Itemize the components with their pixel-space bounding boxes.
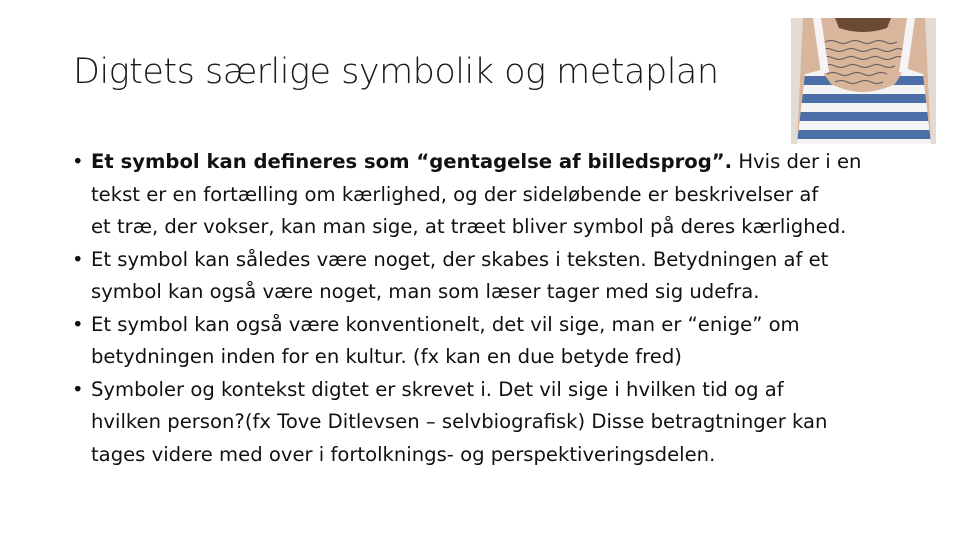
- bullet-3-line-1: Et symbol kan også være konventionelt, det vil sige, man er “enige” om: [91, 312, 800, 336]
- bullet-4-line-1: Symboler og kontekst digtet er skrevet i. Det vil sige i hvilken tid og af: [91, 377, 784, 401]
- bullet-dot-icon: •: [72, 312, 84, 336]
- bullet-item-1: [72, 146, 892, 244]
- bullet-3-line-2: betydningen inden for en kultur. (fx kan en due betyde fred): [91, 345, 682, 368]
- bullet-dot-icon: •: [72, 150, 84, 173]
- bullet-4-line-2: hvilken person?(fx Tove Ditlevsen – selvbiografisk) Disse betragtninger kan: [91, 410, 828, 433]
- bullet-1-line-3: et træ, der vokser, kan man sige, at træet bliver symbol på deres kærlighed.: [91, 215, 847, 238]
- bullet-list: [72, 146, 892, 471]
- bullet-1-line-2: tekst er en fortælling om kærlighed, og der sideløbende er beskrivelser af: [91, 182, 819, 206]
- bullet-4-line-3: tages videre med over i fortolknings- og perspektiveringsdelen.: [91, 442, 716, 466]
- bullet-dot-icon: •: [72, 247, 84, 271]
- bullet-2-line-2: symbol kan også være noget, man som læser tager med sig udefra.: [91, 280, 760, 303]
- bullet-1-bold-text: Et symbol kan defineres som “gentagelse af billedsprog”.: [91, 150, 733, 173]
- bullet-2-line-1: Et symbol kan således være noget, der skabes i teksten. Betydningen af et: [91, 247, 829, 271]
- bullet-dot-icon: •: [72, 377, 84, 401]
- bullet-item-4: [72, 374, 892, 472]
- bullet-1-line-1: Hvis der i en: [732, 150, 862, 173]
- bullet-item-3: [72, 309, 892, 374]
- slide-title: Digtets særlige symbolik og metaplan: [73, 52, 719, 92]
- bullet-item-2: [72, 244, 892, 309]
- tattooed-back-photo: [791, 18, 936, 144]
